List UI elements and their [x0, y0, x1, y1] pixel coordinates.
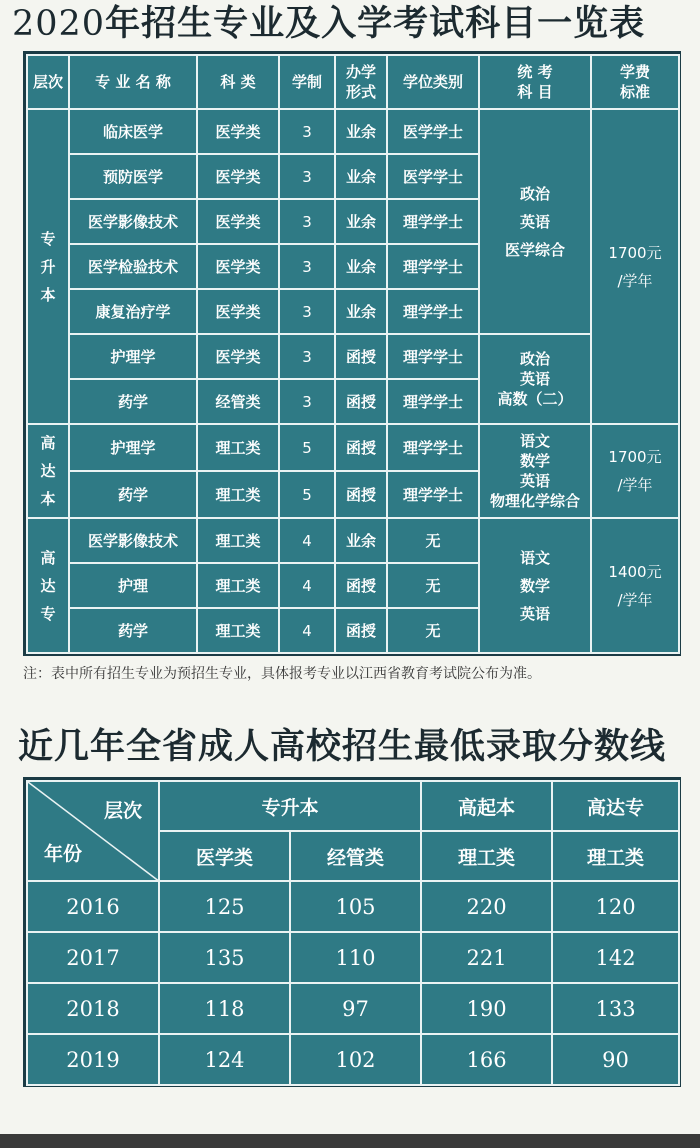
- title-text: 年招生专业及入学考试科目一览表: [105, 3, 646, 44]
- header-mode: 办学 形式: [335, 55, 387, 109]
- category-cell: 理工类: [197, 608, 279, 653]
- level-cell: 高 达 专: [27, 518, 69, 653]
- duration-cell: 5: [279, 471, 335, 518]
- mode-cell: 业余: [335, 199, 387, 244]
- table-row: [27, 932, 679, 983]
- category-header: 理工类: [552, 831, 679, 881]
- table-row: [27, 109, 679, 154]
- major-cell: 护理学: [69, 334, 197, 379]
- score-cell: 166: [421, 1034, 552, 1085]
- mode-cell: 函授: [335, 563, 387, 608]
- diag-year-label: 年份: [44, 843, 83, 865]
- year-cell: 2016: [27, 881, 159, 932]
- score-table: [26, 780, 680, 1086]
- score-cell: 102: [290, 1034, 421, 1085]
- mode-cell: 业余: [335, 154, 387, 199]
- major-cell: 医学影像技术: [69, 518, 197, 563]
- exam-cell: 语文 数学 英语: [479, 518, 591, 653]
- level-cell: 专 升 本: [27, 109, 69, 424]
- score-cell: 110: [290, 932, 421, 983]
- title-year: 2020: [12, 4, 106, 44]
- category-cell: 理工类: [197, 471, 279, 518]
- diag-level-label: 层次: [103, 800, 142, 822]
- header-duration: 学制: [279, 55, 335, 109]
- major-cell: 临床医学: [69, 109, 197, 154]
- major-cell: 医学检验技术: [69, 244, 197, 289]
- mode-cell: 函授: [335, 334, 387, 379]
- fee-cell: 1400元 /学年: [591, 518, 679, 653]
- category-header: 理工类: [421, 831, 552, 881]
- level-header: 专升本: [159, 781, 421, 831]
- score-cell: 118: [159, 983, 290, 1034]
- degree-cell: 理学学士: [387, 379, 479, 424]
- mode-cell: 函授: [335, 608, 387, 653]
- score-cell: 135: [159, 932, 290, 983]
- mode-cell: 业余: [335, 289, 387, 334]
- category-header: 经管类: [290, 831, 421, 881]
- major-cell: 药学: [69, 379, 197, 424]
- table-row: [27, 1034, 679, 1085]
- duration-cell: 3: [279, 244, 335, 289]
- degree-cell: 理学学士: [387, 244, 479, 289]
- duration-cell: 5: [279, 424, 335, 471]
- exam-cell: 政治 英语 医学综合: [479, 109, 591, 334]
- exam-cell: 语文 数学 英语 物理化学综合: [479, 424, 591, 518]
- category-cell: 经管类: [197, 379, 279, 424]
- section-title: 近几年全省成人高校招生最低录取分数线: [18, 726, 667, 767]
- score-cell: 221: [421, 932, 552, 983]
- header-fee: 学费 标准: [591, 55, 679, 109]
- category-cell: 医学类: [197, 199, 279, 244]
- duration-cell: 4: [279, 563, 335, 608]
- header-row: [27, 781, 679, 831]
- duration-cell: 3: [279, 154, 335, 199]
- year-cell: 2019: [27, 1034, 159, 1085]
- duration-cell: 3: [279, 334, 335, 379]
- footnote: 注：表中所有招生专业为预招生专业，具体报考专业以江西省教育考试院公布为准。: [23, 666, 541, 682]
- header-row: [27, 55, 679, 109]
- degree-cell: 无: [387, 563, 479, 608]
- category-cell: 理工类: [197, 563, 279, 608]
- header-major: 专 业 名 称: [69, 55, 197, 109]
- fee-cell: 1700元 /学年: [591, 109, 679, 424]
- category-header: 医学类: [159, 831, 290, 881]
- mode-cell: 业余: [335, 518, 387, 563]
- score-cell: 124: [159, 1034, 290, 1085]
- header-exam: 统 考 科 目: [479, 55, 591, 109]
- duration-cell: 4: [279, 608, 335, 653]
- major-cell: 药学: [69, 608, 197, 653]
- category-cell: 理工类: [197, 424, 279, 471]
- mode-cell: 函授: [335, 471, 387, 518]
- category-cell: 医学类: [197, 334, 279, 379]
- score-cell: 125: [159, 881, 290, 932]
- mode-cell: 函授: [335, 379, 387, 424]
- fee-cell: 1700元 /学年: [591, 424, 679, 518]
- enrollment-table-frame: [23, 51, 681, 656]
- duration-cell: 3: [279, 199, 335, 244]
- year-cell: 2017: [27, 932, 159, 983]
- duration-cell: 3: [279, 379, 335, 424]
- score-cell: 142: [552, 932, 679, 983]
- header-degree: 学位类别: [387, 55, 479, 109]
- category-cell: 医学类: [197, 289, 279, 334]
- score-cell: 90: [552, 1034, 679, 1085]
- category-cell: 医学类: [197, 154, 279, 199]
- mode-cell: 函授: [335, 424, 387, 471]
- major-cell: 医学影像技术: [69, 199, 197, 244]
- score-table-frame: [23, 777, 681, 1087]
- major-cell: 护理学: [69, 424, 197, 471]
- score-cell: 190: [421, 983, 552, 1034]
- table-row: [27, 881, 679, 932]
- table-row: [27, 424, 679, 471]
- table-row: [27, 518, 679, 563]
- major-cell: 预防医学: [69, 154, 197, 199]
- degree-cell: 理学学士: [387, 424, 479, 471]
- score-cell: 97: [290, 983, 421, 1034]
- mode-cell: 业余: [335, 109, 387, 154]
- category-cell: 医学类: [197, 244, 279, 289]
- bottom-bar: [0, 1134, 700, 1148]
- table-row: [27, 983, 679, 1034]
- degree-cell: 理学学士: [387, 199, 479, 244]
- degree-cell: 医学学士: [387, 109, 479, 154]
- header-level: 层次: [27, 55, 69, 109]
- exam-cell: 政治 英语 高数（二）: [479, 334, 591, 424]
- year-cell: 2018: [27, 983, 159, 1034]
- page-title: [12, 2, 700, 46]
- major-cell: 康复治疗学: [69, 289, 197, 334]
- duration-cell: 3: [279, 289, 335, 334]
- degree-cell: 理学学士: [387, 334, 479, 379]
- level-header: 高起本: [421, 781, 552, 831]
- enrollment-table: [26, 54, 680, 654]
- table-row: [27, 334, 679, 379]
- score-cell: 105: [290, 881, 421, 932]
- duration-cell: 4: [279, 518, 335, 563]
- score-cell: 133: [552, 983, 679, 1034]
- level-cell: 高 达 本: [27, 424, 69, 518]
- degree-cell: 理学学士: [387, 289, 479, 334]
- major-cell: 护理: [69, 563, 197, 608]
- score-cell: 120: [552, 881, 679, 932]
- duration-cell: 3: [279, 109, 335, 154]
- level-header: 高达专: [552, 781, 679, 831]
- header-category: 科 类: [197, 55, 279, 109]
- category-cell: 理工类: [197, 518, 279, 563]
- mode-cell: 业余: [335, 244, 387, 289]
- category-cell: 医学类: [197, 109, 279, 154]
- diagonal-header-cell: [27, 781, 159, 881]
- major-cell: 药学: [69, 471, 197, 518]
- degree-cell: 无: [387, 518, 479, 563]
- degree-cell: 理学学士: [387, 471, 479, 518]
- score-cell: 220: [421, 881, 552, 932]
- degree-cell: 医学学士: [387, 154, 479, 199]
- degree-cell: 无: [387, 608, 479, 653]
